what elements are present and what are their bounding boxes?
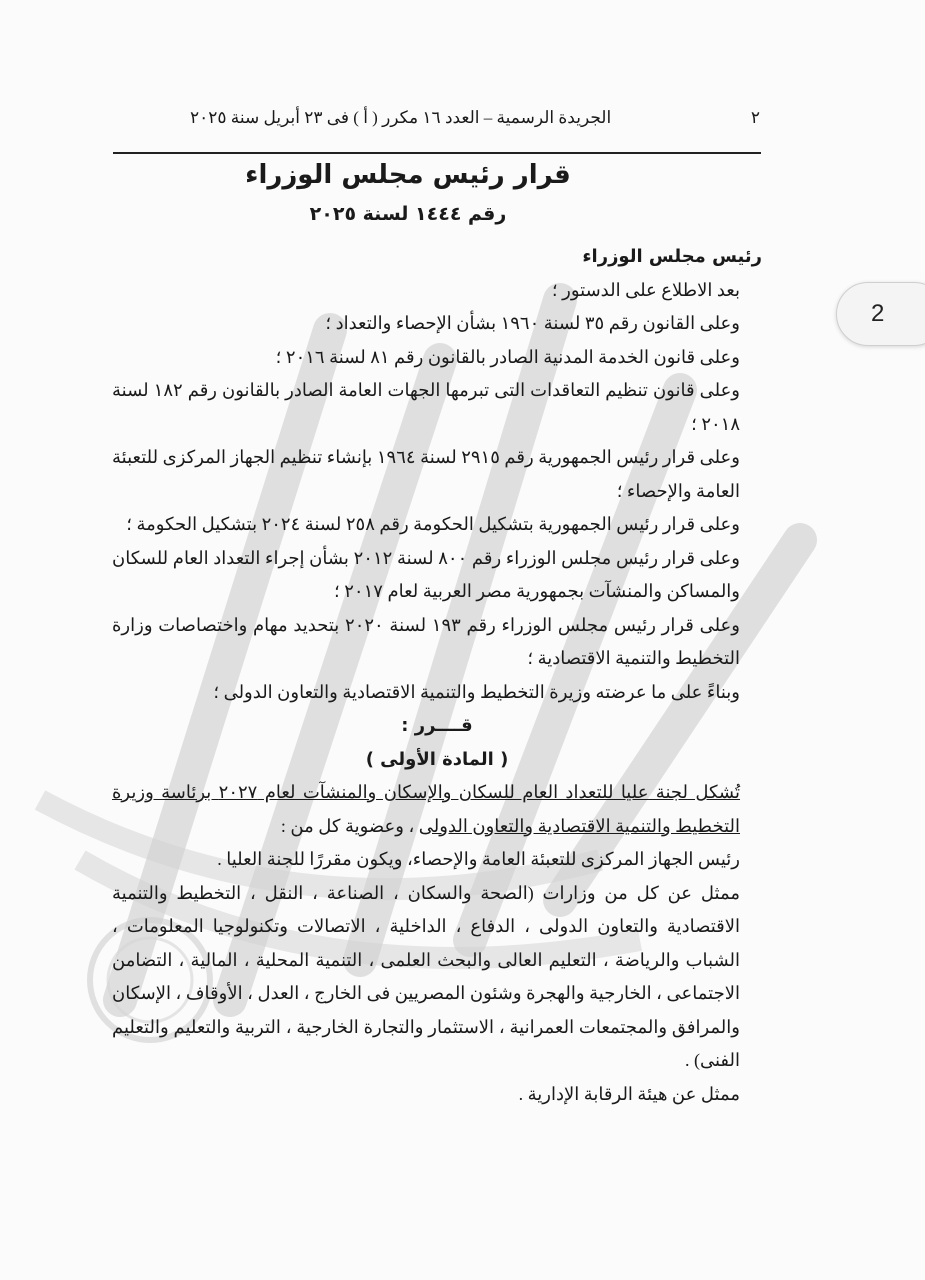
running-header (190, 108, 760, 128)
page-number: ٢ (750, 108, 760, 127)
preamble-line: وعلى قرار رئيس الجمهورية بتشكيل الحكومة رقم ٢٥٨ لسنة ٢٠٢٤ بتشكيل الحكومة ؛ (126, 514, 740, 534)
article-opening-rest: ، وعضوية كل من : (280, 815, 415, 836)
issuer-line: رئيس مجلس الوزراء (582, 246, 762, 267)
preamble-line: وعلى قرار رئيس الجمهورية رقم ٢٩١٥ لسنة ١٩٦٤ بإنشاء تنظيم الجهاز المركزى للتعبئة العامة والإحصاء ؛ (112, 447, 740, 501)
decree-number: رقم ١٤٤٤ لسنة ٢٠٢٥ (309, 203, 507, 225)
preamble-line: وعلى القانون رقم ٣٥ لسنة ١٩٦٠ بشأن الإحصاء والتعداد ؛ (325, 313, 740, 333)
page-tab-label: 2 (871, 300, 885, 327)
decree-title: قرار رئيس مجلس الوزراء (245, 160, 571, 190)
decree-body (112, 240, 762, 1111)
article-item: ممثل عن هيئة الرقابة الإدارية . (518, 1083, 740, 1104)
preamble-line: وعلى قانون الخدمة المدنية الصادر بالقانون رقم ٨١ لسنة ٢٠١٦ ؛ (275, 346, 740, 367)
gazette-issue-line: الجريدة الرسمية – العدد ١٦ مكرر ( أ ) فى ٢٣ أبريل سنة ٢٠٢٥ (190, 108, 612, 127)
preamble-line: وعلى قرار رئيس مجلس الوزراء رقم ١٩٣ لسنة ٢٠٢٠ بتحديد مهام واختصاصات وزارة التخطيط والتنمية الاقتصادية ؛ (112, 614, 740, 668)
article-title: ( المادة الأولى ) (365, 748, 509, 770)
preamble-line: وعلى قرار رئيس مجلس الوزراء رقم ٨٠٠ لسنة ٢٠١٢ بشأن إجراء التعداد العام للسكان والمساكن والمنشآت بجمهورية مصر العربية لعام ٢٠١٧ ؛ (112, 547, 740, 601)
article-item: ممثل عن كل من وزارات (الصحة والسكان ، الصناعة ، النقل ، التخطيط والتنمية الاقتصادية والتعاون الدولى ، الدفاع ، الداخلية ، الاتصالات وتكنولوجيا المعلومات ، الشباب والرياضة ، التعليم العالى والبحث العلمى ، التنمية المحلية ، المالية ، التضامن الاجتماعى ، الخارجية والهجرة وشئون المصريين فى الخارج ، العدل ، الأوقاف ، الإسكان والمرافق والمجتمعات العمرانية ، الاستثمار والتجارة الخارجية ، التربية والتعليم والتعليم الفنى) . (112, 882, 740, 1070)
decision-word: قــــرر : (401, 715, 473, 736)
header-rule (113, 152, 761, 154)
article-item: رئيس الجهاز المركزى للتعبئة العامة والإحصاء، ويكون مقررًا للجنة العليا . (217, 849, 740, 869)
preamble-line: وعلى قانون تنظيم التعاقدات التى تبرمها الجهات العامة الصادر بالقانون رقم ١٨٢ لسنة ٢٠١٨ ؛ (112, 380, 740, 434)
page-number-tab[interactable] (836, 282, 925, 346)
article-opening-underlined: تُشكل لجنة عليا للتعداد العام للسكان والإسكان والمنشآت لعام ٢٠٢٧ برئاسة وزيرة التخطيط والتنمية الاقتصادية والتعاون الدولى (112, 782, 740, 836)
preamble-line: وبناءً على ما عرضته وزيرة التخطيط والتنمية الاقتصادية والتعاون الدولى ؛ (213, 681, 740, 702)
article-opening (112, 776, 762, 843)
preamble-line: بعد الاطلاع على الدستور ؛ (551, 279, 740, 300)
